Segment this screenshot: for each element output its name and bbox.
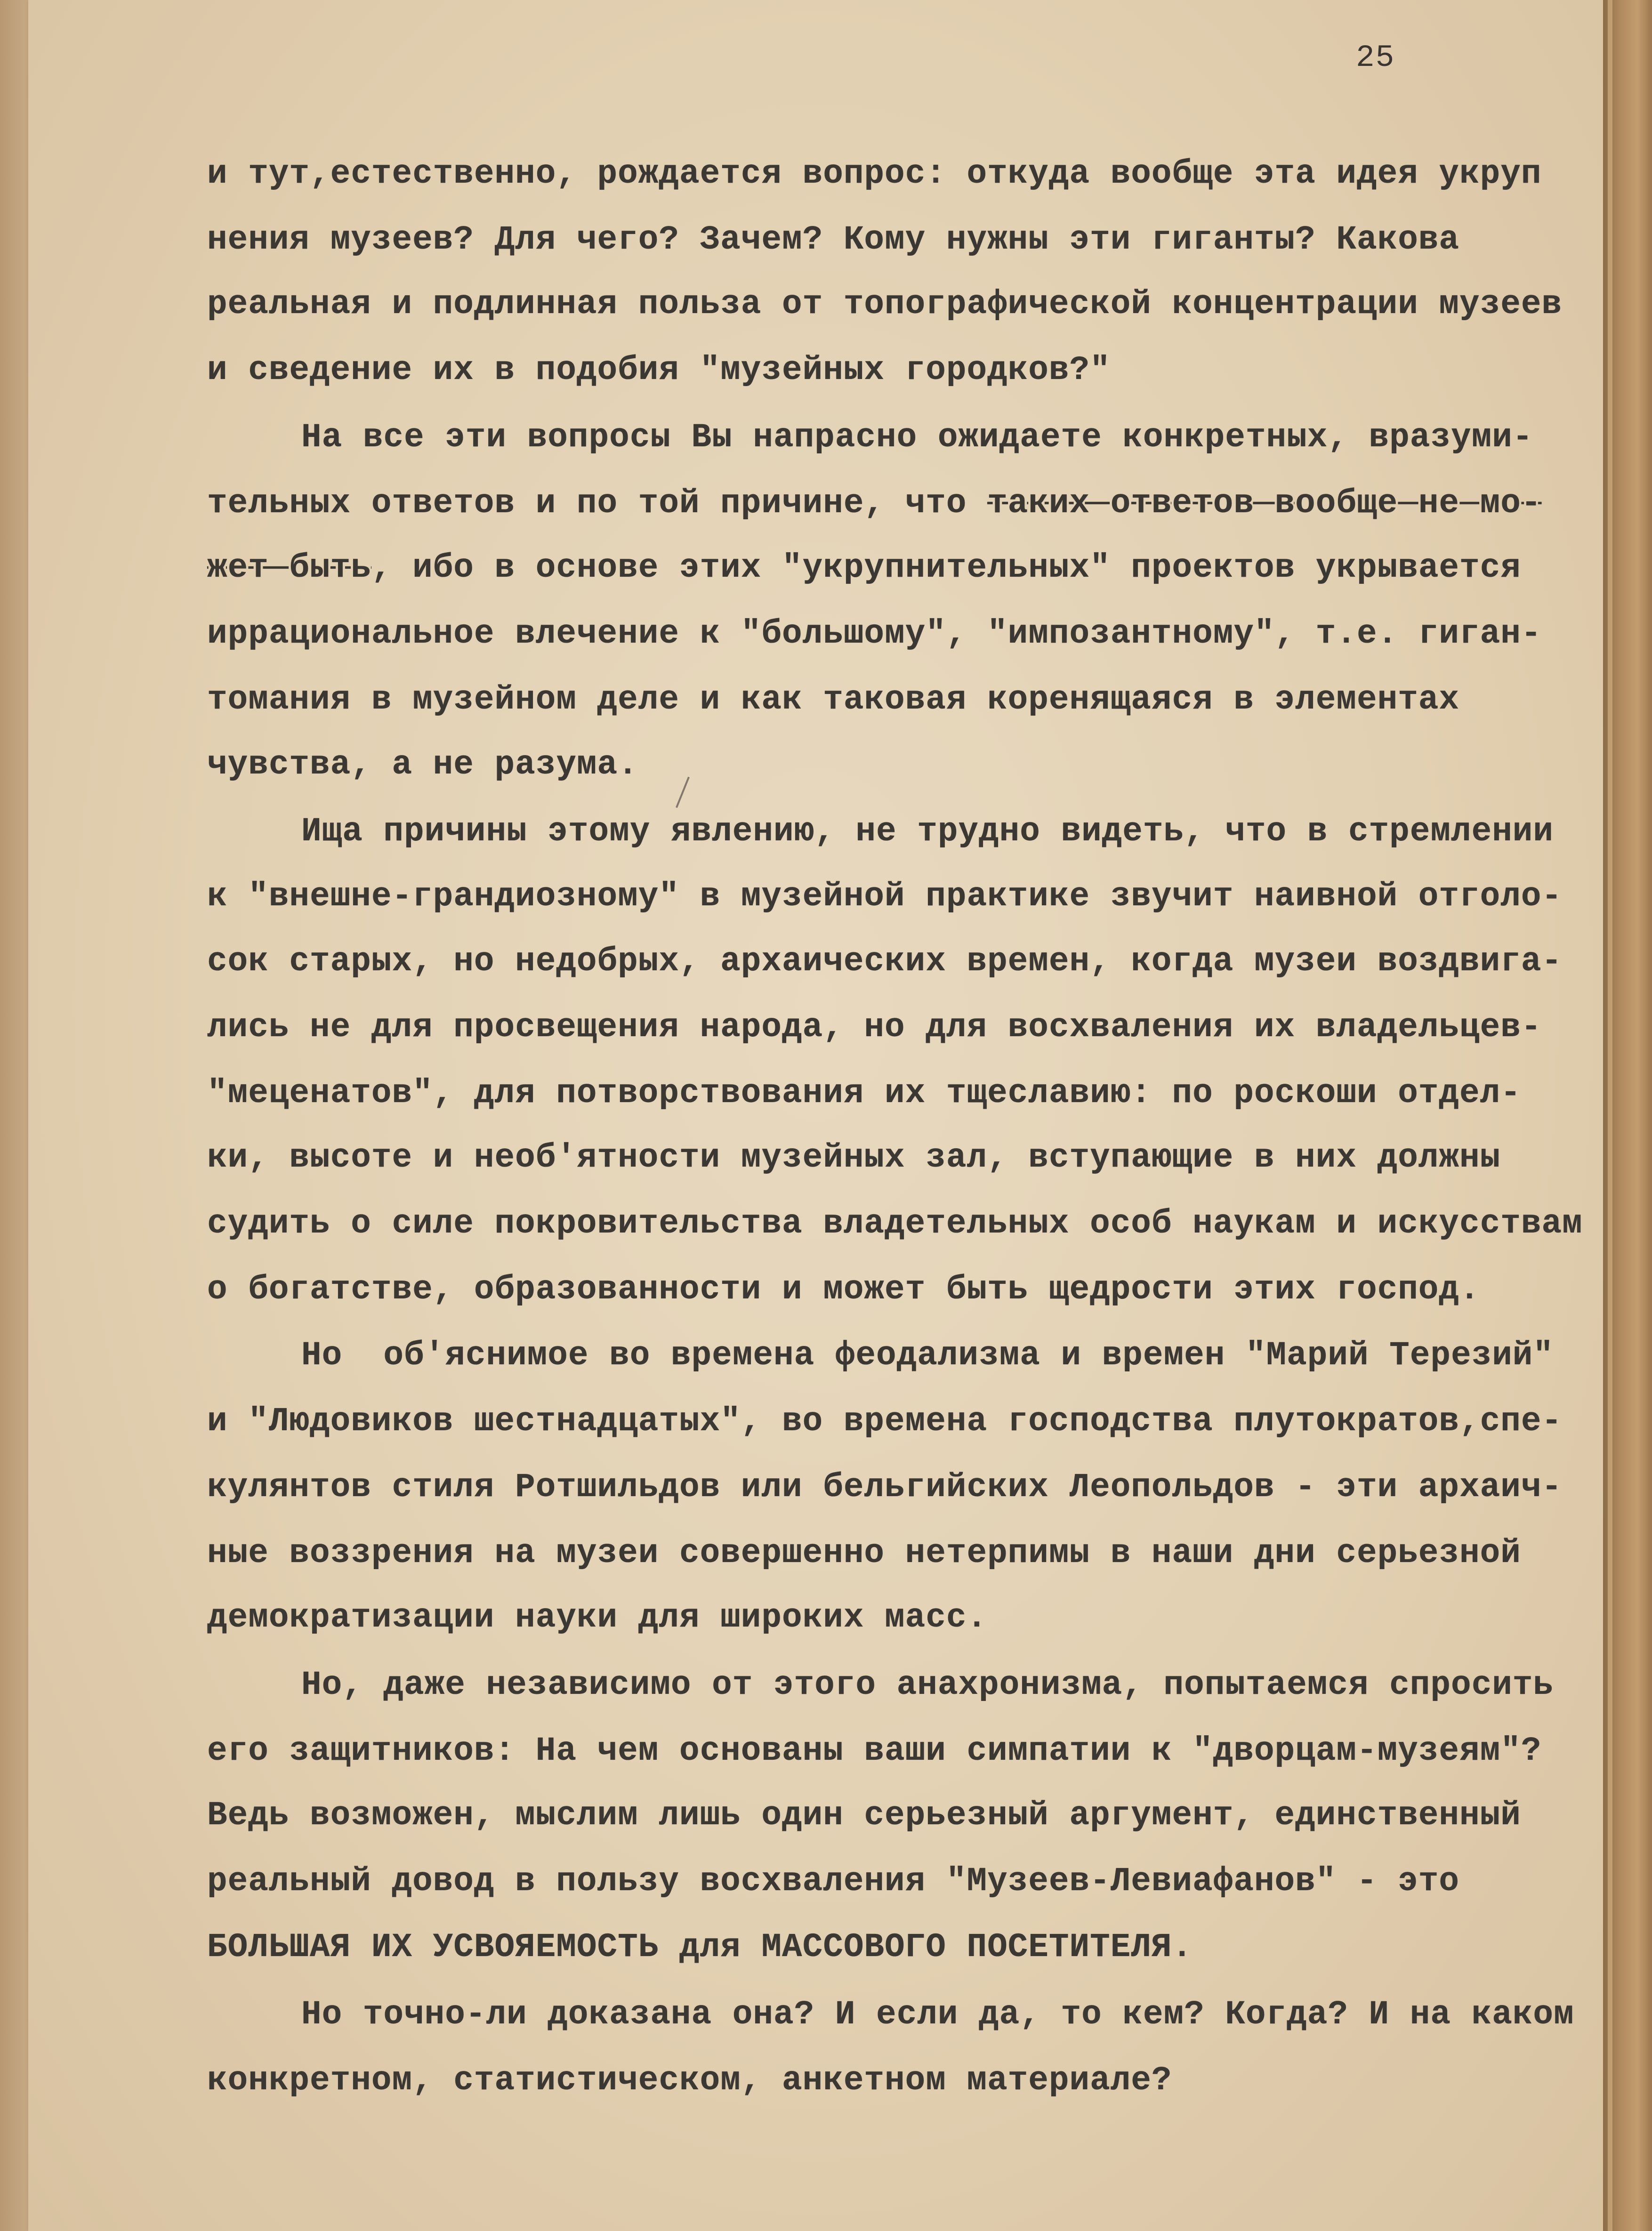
- page-number: 25: [1356, 40, 1395, 75]
- text-line: реальный довод в пользу восхваления "Музеев-Левиафанов" - это: [207, 1863, 1460, 1901]
- text-line: демократизации науки для широких масс.: [207, 1599, 988, 1637]
- text-line: ные воззрения на музеи совершенно нетерпимы в наши дни серьезной: [207, 1535, 1521, 1572]
- text-line: лись не для просвещения народа, но для восхваления их владельцев-: [207, 1009, 1542, 1047]
- text-line: о богатстве, образованности и может быть щедрости этих господ.: [207, 1271, 1480, 1309]
- text-line: иррациональное влечение к "большому", "импозантному", т.е. гиган-: [207, 615, 1542, 653]
- text-line: Но об'яснимое во времена феодализма и времен "Марий Терезий": [301, 1337, 1554, 1375]
- text-line: чувства, а не разума.: [207, 746, 638, 784]
- text-line: и сведение их в подобия "музейных городков?": [207, 352, 1111, 389]
- text-line: На все эти вопросы Вы напрасно ожидаете конкретных, вразуми-: [301, 419, 1533, 457]
- text-line: томания в музейном деле и как таковая коренящаяся в элементах: [207, 681, 1460, 719]
- text-fragment: тельных ответов и по той причине, что: [207, 485, 988, 523]
- text-fragment: , ибо в основе этих "укрупнительных" проектов укрывается: [371, 549, 1521, 587]
- text-line: Ища причины этому явлению, не трудно видеть, что в стремлении: [301, 813, 1554, 851]
- text-line: к "внешне-грандиозному" в музейной практике звучит наивной отголо-: [207, 878, 1563, 916]
- text-line: Но точно-ли доказана она? И если да, то кем? Когда? И на каком: [301, 1996, 1574, 2034]
- text-line: судить о силе покровительства владетельных особ наукам и искусствам: [207, 1205, 1583, 1243]
- text-line: ки, высоте и необ'ятности музейных зал, вступающие в них должны: [207, 1139, 1501, 1177]
- text-line: его защитников: На чем основаны ваши симпатии к "дворцам-музеям"?: [207, 1732, 1542, 1770]
- text-line: и "Людовиков шестнадцатых", во времена господства плутократов,спе-: [207, 1403, 1563, 1441]
- text-line: БОЛЬШАЯ ИХ УСВОЯЕМОСТЬ для МАССОВОГО ПОСЕТИТЕЛЯ.: [207, 1929, 1193, 1966]
- text-line: [207, 487, 1541, 521]
- text-line: реальная и подлинная польза от топографической концентрации музеев: [207, 286, 1563, 323]
- text-line: и тут,естественно, рождается вопрос: откуда вообще эта идея укруп: [207, 155, 1542, 193]
- struck-text: таких ответов вообще не мо-: [987, 485, 1542, 523]
- text-line: "меценатов", для потворствования их тщеславию: по роскоши отдел-: [207, 1075, 1521, 1112]
- text-line: конкретном, статистическом, анкетном материале?: [207, 2062, 1172, 2100]
- text-line: нения музеев? Для чего? Зачем? Кому нужны эти гиганты? Какова: [207, 221, 1460, 259]
- text-line: сок старых, но недобрых, архаических времен, когда музеи воздвига-: [207, 943, 1563, 981]
- text-line: Ведь возможен, мыслим лишь один серьезный аргумент, единственный: [207, 1797, 1521, 1835]
- text-line: Но, даже независимо от этого анахронизма, попытаемся спросить: [301, 1667, 1554, 1704]
- struck-text-continued: жет быть: [207, 549, 371, 587]
- text-line: кулянтов стиля Ротшильдов или бельгийских Леопольдов - эти архаич-: [207, 1469, 1563, 1506]
- book-binding: [1603, 0, 1652, 2231]
- text-line: [207, 549, 1521, 587]
